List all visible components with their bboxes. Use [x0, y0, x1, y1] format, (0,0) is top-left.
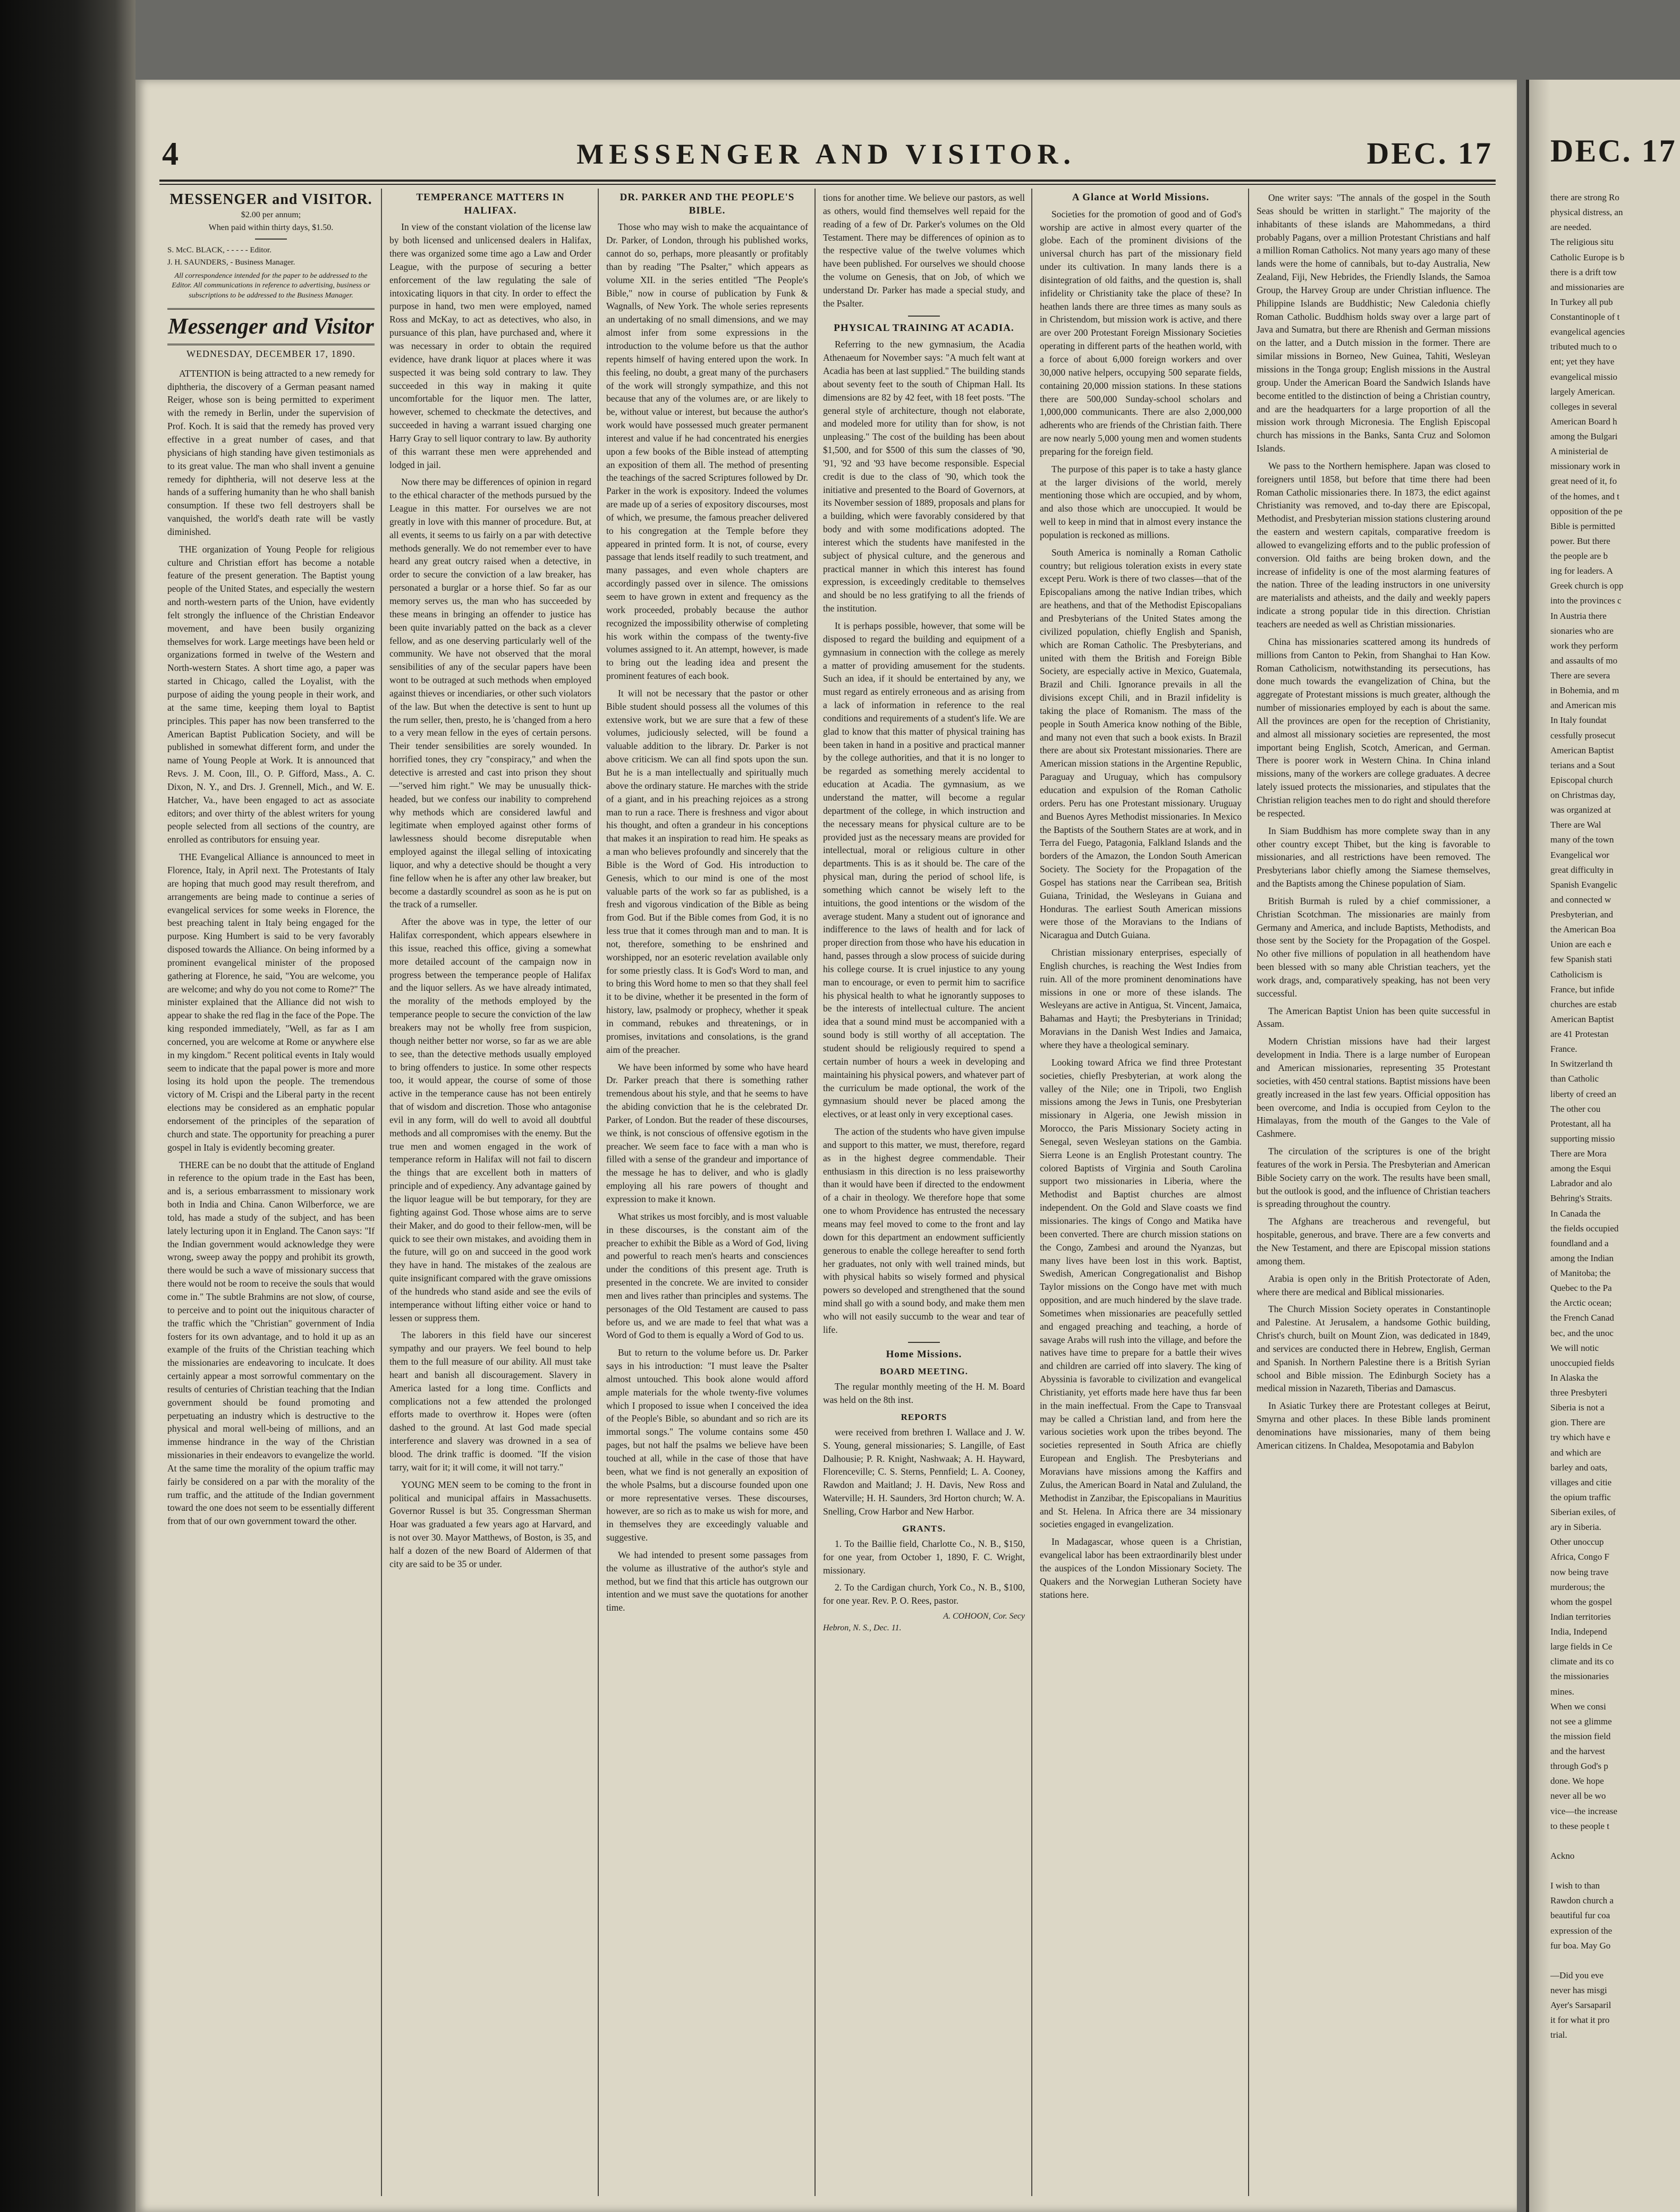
paragraph: Societies for the promotion of good and of God's worship are active in almost every quarter of the globe. Each of the prominent divisions of the universal church has part of the missionary field under its cultivation. In many lands there is a disintegration of old faiths, and the question is, shall infidelity or Christianity take the place of these? In heathen lands there are three times as many souls as in Christendom, but mission work is active, and there are over 200 Protestant Foreign Missionary Societies operating in different parts of the heathen world, with a force of about 6,000 foreign workers and over 30,000 native helpers, occupying 500 separate fields, containing 20,000 mission stations. In these stations there are 500,000 Sunday-school scholars and 1,000,000 communicants. There are also 2,000,000 adherents who are friends of the Christian faith. There are now nearly 5,000 young men and women students preparing for the foreign field.: [1040, 208, 1242, 457]
facing-page-line: There are severa: [1550, 670, 1610, 680]
facing-page-line: the American Boa: [1550, 924, 1616, 935]
facing-page-line: done. We hope: [1550, 1776, 1604, 1786]
editor-line: S. McC. BLACK, - - - - - Editor.: [167, 246, 271, 255]
facing-page-line: bec, and the unoc: [1550, 1328, 1614, 1338]
facing-page-line: American Baptist: [1550, 745, 1614, 755]
facing-page-line: great difficulty in: [1550, 864, 1614, 875]
paragraph: The Church Mission Society operates in Constantinople and Palestine. At Jerusalem, a handsome Gothic building, Christ's church, built on Mount Zion, was dedicated in 1849, and services are conducted there in Hebrew, English, German and Spanish. In Northern Palestine there is a British Syrian school and Bible mission. The Edinburgh Society has a medical mission in Nazareth, Tiberias and Damascus.: [1257, 1304, 1490, 1394]
facing-page-line: Behring's Straits.: [1550, 1193, 1613, 1204]
facing-page-line: The religious situ: [1550, 237, 1614, 248]
article-heading: DR. PARKER AND THE PEOPLE'S BIBLE.: [620, 192, 795, 216]
paragraph: The circulation of the scriptures is one of the bright features of the work in Persia. The Presbyterian and American Bible Society carry on the work. The results have been small, but the outlook is good, and the influence of Christian teachers is spreading throughout the country.: [1257, 1146, 1490, 1210]
column-divider: [814, 189, 816, 2196]
facing-page-line: cessfully prosecut: [1550, 730, 1616, 741]
facing-page-line: Evangelical wor: [1550, 849, 1609, 860]
facing-page-line: [1550, 1865, 1680, 1877]
page-fold-shadow: [1529, 80, 1550, 2212]
facing-page-line: the Arctic ocean;: [1550, 1298, 1612, 1308]
facing-page-line: In Switzerland th: [1550, 1059, 1613, 1069]
article-heading: PHYSICAL TRAINING AT ACADIA.: [834, 322, 1014, 334]
facing-page-line: great need of it, fo: [1550, 476, 1617, 487]
facing-page-line: Greek church is opp: [1550, 581, 1624, 591]
paper-title: MESSENGER AND VISITOR.: [576, 138, 1076, 170]
column-3: [606, 191, 808, 2196]
paragraph: The action of the students who have given impulse and support to this matter, we must, therefore, regard as in the highest degree commendable. Their enthusiasm in this direction is no less praiseworthy than it would have been if directed to the endowment of a chair in theology. We therefore hope that some one to whom Providence has entrusted the necessary means may feel moved to come to the front and lay down for this department an endowment sufficiently generous to enable the college hereafter to send forth her graduates, not only with well trained minds, but with physical habits so wisely formed and physical powers so developed and strengthened that the sound mind shall go with a sound body, and make them men who will not easily succumb to the wear and tear of life.: [823, 1126, 1025, 1335]
facing-page-line: Rawdon church a: [1550, 1895, 1614, 1906]
manager-line: J. H. SAUNDERS, - Business Manager.: [167, 258, 295, 267]
paragraph: Looking toward Africa we find three Protestant societies, chiefly Presbyterian, at work along the valley of the Nile; one in Tripoli, two English missions among the Jews in Tunis, one Presbyterian missionary in Algeria, one Jewish mission in Morocco, the Paris Missionary Society acting in Senegal, seven Wesleyan stations on the Gambia. Sierra Leone is an English Protestant country. The colored Baptists of Virginia and South Carolina support two missionaries in Liberia, where the Methodist and Baptist churches are almost independent. On the Gold and Slave coasts we find missionaries. The kings of Congo and Matika have been converted. There are church mission stations on the Congo, Zambesi and around the Nyanzas, but many lives have been lost in this work. Baptist, Swedish, American Congregationalist and Bishop Taylor missions on the Congo have met with much opposition, and are much hindered by the slave trade. Sometimes when missionaries are peacefully settled and engaged preaching and teaching, a horde of savage Arabs will rush into the village, and before the natives have time to prepare for a battle their wives and children are carried off into slavery. The king of Abyssinia is favorable to civilization and evangelical Christianity, yet efforts made here have thus far been in the main ineffectual. From the Cape to Transvaal may be called a Christian land, and from here the various societies work upon the tribes beyond. The societies represented in South Africa are chiefly European and English. The Presbyterians and Moravians have missions among the Kaffirs and Zulus, the American Board in Natal and Zululand, the Methodist in Zanzibar, the Episcopalians in Mauritius and St. Helena. In Africa there are 34 missionary societies engaged in evangelization.: [1040, 1057, 1242, 1530]
facing-page-line: evangelical agencies: [1550, 327, 1625, 337]
facing-page-line: There are Wal: [1550, 820, 1601, 830]
facing-page-line: trial.: [1550, 2030, 1567, 2040]
facing-page-line: the missionaries: [1550, 1671, 1609, 1682]
facing-page-line: liberty of creed an: [1550, 1088, 1617, 1099]
paragraph: We pass to the Northern hemisphere. Japan was closed to foreigners until 1858, but before that time there had been Roman Catholic missionaries there. In 1873, the edict against Christianity was removed, and to-day there are Episcopal, Methodist, and Presbyterian mission stations clustering around the eastern and western capitals, comparative freedom is allowed to evangelizing efforts and to the public profession of conversion. Old faiths are being broken down, and the increase of infidelity is one of the most alarming features of the nation. Three of the leading instructors in one university are materialists and atheists, and the daily and weekly papers indicate a strong popular tide in this direction. Christian teachers are needed as well as Christian missionaries.: [1257, 460, 1490, 629]
paragraph: It will not be necessary that the pastor or other Bible student should possess all the volumes of this extensive work, but we are sure that a few of these volumes, judiciously selected, will be found a valuable addition to the library. Dr. Parker is not above criticism. We can all find spots upon the sun. But he is a man intellectually and spiritually much above the ordinary stature. He marches with the stride of a giant, and in his preaching rejoices as a strong man to run a race. There is freshness and vigor about his thought, and often a grandeur in his conceptions that makes it an inspiration to read him. He speaks as a man who believes profoundly and sincerely that the Bible is the Word of God. His introduction to Genesis, which to our mind is one of the most valuable parts of the work so far as published, is a fresh and vigorous vindication of the Bible as being from God. But if the Bible comes from God, it is no less true that it comes through man and to man. It is not, therefore, something to be enshrined and worshipped, nor an esoteric revelation available only for some priestly class. It is God's Word to man, and to bring this Word home to men so that they shall feel it to be divine, whether it be presented in the form of history, law, psalmody or prophecy, whether it speak in command, rebukes and threatenings, or in promises, invitations and consolations, is the grand aim of the preacher.: [606, 687, 808, 1055]
facing-page-line: the opium traffic: [1550, 1492, 1611, 1502]
column-4: [823, 191, 1025, 2196]
paragraph: After the above was in type, the letter of our Halifax correspondent, which appears elsewhere in this issue, reached this office, giving a somewhat more detailed account of the campaign now in progress between the temperance people of Halifax and the liquor sellers. As we have already intimated, the morality of the methods employed by the temperance people to secure the conviction of the law breakers may not be wholly free from suspicion, though neither better nor worse, so far as we are able to see, than the detective methods usually employed to bring offenders to justice. In some other respects too, it would appear, the course of some of those active in the temperance cause has not been entirely that of wisdom and discretion. Those who antagonise evil in any form, will do well to avoid all doubtful methods and all compromises with the enemy. But the true men and women engaged in the work of temperance reform in Halifax will not fail to discern the things that are excellent both in matters of principle and of expediency. Any advantage gained by the liquor league will be but temporary, for they are fighting against God. Those whose aims are to serve their Maker, and do good to their fellow-men, will be quick to see their own mistakes, and avoiding them in the future, will go on and succeed in the good work they have in hand. The mistakes of the zealous are quite insignificant compared with the grave omissions of the hundreds who stand aside and see the evils of intemperance without lifting either voice or hand to lessen or suppress them.: [389, 916, 591, 1323]
masthead-box-title: MESSENGER and VISITOR.: [169, 191, 372, 208]
paragraph: Referring to the new gymnasium, the Acadia Athenaeum for November says: "A much felt want at Acadia has been at last supplied." The building stands about seventy feet to the south of Chipman Hall. Its dimensions are 82 by 42 feet, with 18 feet posts. "The general style of architecture, though not elaborate, and modeled more for utility than for show, is not unpleasing." The cost of the building has been about $1,500, and for $500 of this sum the classes of '90, '91, '92 and '93 have become responsible. Especial credit is due to the class of '90, which took the initiative and presented to the Board of Governors, at its November session of 1889, proposals and plans for a building, which were favorably considered by that body and with some modifications adopted. The interest which the students have manifested in the subject of physical culture, and the generous and practical manner in which this interest has found expression, is exceedingly creditable to themselves and should be no less gratifying to all the friends of the institution.: [823, 339, 1025, 614]
facing-page-line: try which have e: [1550, 1432, 1610, 1443]
facing-page-line: expression of the: [1550, 1925, 1613, 1936]
paragraph: One writer says: "The annals of the gospel in the South Seas should be written in starlight." The majority of the inhabitants of these islands are Mahommedans, a third probably Pagans, over a million Protestant Christians and half a million Roman Catholics. Not many years ago many of these lands were the home of cannibals, but to-day Australia, New Zealand, Fiji, New Hebrides, the Friendly Islands, the Samoa Group, the Harvey Group are under Christian influence. The Philippine Islands are Buddhistic; New Caledonia chiefly Roman Catholic. Buddhism holds sway over a large part of Java and Sumatra, but there are Rhenish and German missions on the latter, and a Dutch mission in the former. There are similar missions in Borneo, New Guinea, Tahiti, Wesleyan missions in the Tonga group; English missions in the Austral group. Under the American Board the Sandwich Islands have become entitled to the distinction of being a Christian country, and are the headquarters for a large proportion of all the mission work through Micronesia. The English Episcopal church has missions in the Banks, Santa Cruz and Solomon Islands.: [1257, 192, 1490, 454]
divider: [255, 239, 287, 240]
subheading: GRANTS.: [902, 1523, 946, 1534]
facing-page-line: never has misgi: [1550, 1985, 1607, 1995]
facing-page-line: Constantinople of t: [1550, 312, 1620, 322]
facing-page-line: climate and its co: [1550, 1656, 1614, 1667]
facing-page-line: there is a drift tow: [1550, 267, 1617, 277]
paragraph: China has missionaries scattered among its hundreds of millions from Canton to Pekin, from Shanghai to Han Kow. Roman Catholicism, notwithstanding its persecutions, has done much towards the evangelization of China, but the aggregate of Protestant missions is much greater, although the number of missionaries employed by each is about the same. All the provinces are open for the reception of Christianity, and almost all missionary societies are represented, the most important being English, Scotch, American, and German. There is poorer work in Western China. In China inland missions, many of the workers are college graduates. A decree lately issued protects the missionaries, and stipulates that the Christian religion teaches men to do right and should therefore be respected.: [1257, 636, 1490, 819]
page-number: 4: [162, 136, 179, 172]
facing-page-line: barley and oats,: [1550, 1462, 1608, 1473]
column-divider: [598, 189, 599, 2196]
facing-page-line: and American mis: [1550, 700, 1616, 711]
facing-page-line: the fields occupied: [1550, 1223, 1619, 1233]
facing-page-line: ary in Siberia.: [1550, 1522, 1601, 1533]
paragraph: Now there may be differences of opinion in regard to the ethical character of the methods pursued by the League in this matter. For ourselves we are not greatly in love with this manner of procedure. But, at all events, it seems to us fairly on a par with detective methods generally. We do not remember ever to have heard any great outcry raised when a detective, in order to secure the conviction of a law breaker, has personated a burglar or a horse thief. So far as our memory serves us, the man who has succeeded by these means in bringing an offender to justice has been quite invariably patted on the back as a clever fellow, and as one deserving particularly well of the community. We have not observed that the moral sensibilities of any of the secular papers have been wont to be outraged at such methods when employed against thieves or incendiaries, or other such violators of the law. But when the detective is sent to hunt up the rum seller, then, presto, he is 'changed from a hero to a very mean fellow in the eyes of certain persons. Their tender sensibilities are sorely wounded. In horrified tones, they cry "conspiracy," and when the detective is arrested and cast into prison they shout—"served him right." We may be unusually thick-headed, but we confess our inability to comprehend why methods which are considered lawful and legitimate when employed against other forms of lawlessness should become disreputable when employed against the illegal selling of intoxicating liquor, and why a detective should be thought a very fine fellow when he is after any other law breaker, but become a dastardly scoundrel as soon as he is put on the track of a rumseller.: [389, 477, 591, 910]
paragraph: 1. To the Baillie field, Charlotte Co., N. B., $150, for one year, from October 1, 1890, F. C. Wright, missionary.: [823, 1538, 1025, 1576]
facing-page-line: The other cou: [1550, 1103, 1601, 1114]
paragraph: But to return to the volume before us. Dr. Parker says in his introduction: "I must leave the Psalter almost untouched. This book alone would afford ample materials for the whole twenty-five volumes which I proposed to issue when I conceived the idea of the People's Bible, so abundant and so rich are its immortal songs." The volume contains some 450 pages, but not half the psalms we believe have been touched at all, while in the case of those that have been, what we find is not generally an exposition of the whole Psalms, but a discourse founded upon one or more representative verses. These discourses, however, are so rich as to make us wish for more, and in themselves they are exceedingly valuable and suggestive.: [606, 1347, 808, 1543]
subheading: REPORTS: [901, 1411, 947, 1422]
messenger-visitor-logo: Messenger and Visitor: [167, 308, 375, 345]
facing-page-line: missionary work in: [1550, 461, 1620, 472]
facing-page-line: terians and a Sout: [1550, 760, 1615, 770]
facing-page-line: of Manitoba; the: [1550, 1268, 1611, 1278]
paragraph: were received from brethren I. Wallace and J. W. S. Young, general missionaries; S. Langille, of East Dalhousie; P. R. Knight, Nashwaak; A. H. Hayward, Florenceville; C. S. Sterns, Pennfield; L. A. Cooney, Rawdon and Maitland; J. H. Davis, New Ross and Waterville; H. H. Saunders, 3rd Horton church; W. A. Snelling, Crow Harbor and New Harbor.: [823, 1426, 1025, 1517]
book-binding: [0, 0, 135, 2212]
facing-page-column: [1550, 191, 1680, 2044]
subscription-note: When paid within thirty days, $1.50.: [208, 223, 334, 232]
correspondence-note: All correspondence intended for the paper to be addressed to the Editor. All communications in reference to advertising, business or subscriptions to be addressed to the Business Manager.: [172, 272, 370, 300]
facing-page-line: [1550, 1954, 1680, 1967]
facing-page-line: into the provinces c: [1550, 595, 1622, 606]
facing-page-line: Catholicism is: [1550, 969, 1602, 980]
facing-page-line: sionaries who are: [1550, 625, 1614, 636]
facing-page-line: among the Bulgari: [1550, 431, 1618, 441]
paragraph: The purpose of this paper is to take a hasty glance at the larger divisions of the world, merely mentioning those which are occupied, and by whom, and also those which are unoccupied. It would be well to keep in mind that in almost every instance the population is reckoned as millions.: [1040, 463, 1242, 540]
facing-page-line: Labrador and alo: [1550, 1178, 1613, 1189]
facing-page-line: three Presbyteri: [1550, 1388, 1608, 1398]
article-heading: A Glance at World Missions.: [1072, 192, 1210, 203]
facing-page-line: not see a glimme: [1550, 1716, 1612, 1726]
signature-place: Hebron, N. S., Dec. 11.: [823, 1623, 902, 1633]
facing-page-line: the people are b: [1550, 551, 1608, 561]
facing-page-line: it for what it pro: [1550, 2015, 1610, 2026]
facing-page-line: ing for leaders. A: [1550, 566, 1614, 576]
facing-page-line: work they perform: [1550, 640, 1618, 651]
facing-page-line: Siberian exiles, of: [1550, 1507, 1616, 1517]
facing-page-line: Union are each e: [1550, 939, 1611, 950]
divider: [908, 316, 940, 317]
facing-page-line: Ayer's Sarsaparil: [1550, 2000, 1611, 2011]
paragraph: The Afghans are treacherous and revengeful, but hospitable, generous, and brave. There are a few converts and the New Testament, and there are Episcopal mission stations among them.: [1257, 1216, 1490, 1266]
paragraph: ATTENTION is being attracted to a new remedy for diphtheria, the discovery of a German peasant named Reiger, whose son is being permitted to experiment with the remedy in Berlin, under the supervision of Prof. Koch. It is said that the remedy has proved very effective in a great number of cases, and that physicians of high standing have given testimonials as to its great value. The man who shall invent a genuine remedy for diphtheria, will not deserve less at the hands of a suffering humanity than he who shall banish consumption. If these two fell destroyers shall be vanquished, the world's death rate will be vastly diminished.: [167, 368, 375, 537]
column-6: [1257, 191, 1490, 2196]
column-divider: [1248, 189, 1249, 2196]
facing-page-line: evangelical missio: [1550, 371, 1618, 382]
divider: [908, 1342, 940, 1343]
paragraph: 2. To the Cardigan church, York Co., N. B., $100, for one year. Rev. P. O. Rees, pastor.: [823, 1582, 1025, 1606]
facing-page-line: [1550, 1835, 1680, 1848]
paragraph: THERE can be no doubt that the attitude of England in reference to the opium trade in the East has been, and is, a serious embarrassment to missionary work both in India and China. Canon Wilberforce, we are told, has made a study of the subject, and has been lately lecturing upon it in England. The Canon says: "If the Indian government would acknowledge they were wrong, sweep away the poppy and prohibit its growth, there would be such a wave of missionary success that there would not be room to receive the souls that would come in." The subtle Brahmins are not slow, of course, to perceive and to point out the iniquitous character of the traffic which the "Christian" government of India fosters for its own advantage, and to hold it up as an example of the fruits of the Christian teaching which the missionaries are endeavoring to inculcate. It does certainly appear a most sorrowful commentary on the results of centuries of Christian teaching that the Indian government should be found promoting and perpetuating an industry which is destructive to the physical and moral well-being of millions, and an immense hindrance in the way of the Christian missionaries in their endeavors to evangelize the world. At the same time the morality of the opium traffic may fairly be considered on a par with the morality of the rum traffic, and the attitude of the Indian government toward the one does not seem to be essentially different from that of our own government toward the other.: [167, 1159, 375, 1527]
facing-page-line: through God's p: [1550, 1761, 1608, 1772]
facing-page-line: beautiful fur coa: [1550, 1910, 1610, 1921]
facing-page-line: and which are: [1550, 1447, 1601, 1458]
facing-page-line: and assaults of mo: [1550, 655, 1618, 666]
paragraph: British Burmah is ruled by a chief commissioner, a Christian Scotchman. The missionaries are mainly from Germany and America, and include Baptists, Methodists, and those sent by the Society for the Propagation of the Gospel. No other five millions of population in all heathendom have been blessed with so many able Christian teachers, yet the work drags, and, comparatively speaking, has not been very successful.: [1257, 895, 1490, 999]
facing-page-line: Catholic Europe is b: [1550, 252, 1625, 262]
newspaper-page: [135, 80, 1517, 2212]
column-2: [389, 191, 591, 2196]
facing-page-line: A ministerial de: [1550, 446, 1608, 457]
facing-page-line: are needed.: [1550, 222, 1592, 233]
facing-page-line: in Bohemia, and m: [1550, 685, 1619, 696]
facing-page-line: Siberia is not a: [1550, 1402, 1605, 1413]
paragraph: What strikes us most forcibly, and is most valuable in these discourses, is the constant aim of the preacher to exhibit the Bible as a Word of God, living and powerful to reach men's hearts and consciences under the conditions of this present age. Truth is presented in the concrete. We are invited to consider men and lives rather than principles and systems. The personages of the Old Testament are caused to pass before us, and we are made to feel that what was a Word of God to them is equally a Word of God to us.: [606, 1211, 808, 1341]
facing-page-line: In Turkey all pub: [1550, 296, 1613, 307]
facing-page-line: Other unoccup: [1550, 1537, 1604, 1547]
paragraph: In Siam Buddhism has more complete sway than in any other country except Thibet, but the king is favorable to missionaries, and all restrictions have been removed. The Presbyterians labor chiefly among the Siamese themselves, and the Baptists among the Chinese population of Siam.: [1257, 825, 1490, 889]
paragraph: It is perhaps possible, however, that some will be disposed to regard the building and equipment of a gymnasium in connection with the college as merely a matter of providing amusement for the students. Such an idea, if it should be entertained by any, we must regard as entirely erroneous and as arising from a lack of information in reference to the real conditions and requirements of a student's life. We are glad to know that this matter of physical training has been taken in hand in a positive and practical manner by the college authorities, and that it is no longer to be regarded as something merely accidental to education at Acadia. The gymnasium, as we understand the matter, will become a regular department of the college, in which instruction and the necessary means for physical culture are to be provided just as the necessary means are provided for intellectual, moral or religious culture in other departments. This is as it should be. The care of the physical man, during the period of school life, is something which cannot be wisely left to the intuitions, the good intentions or the wisdom of the average student. Many a student out of ignorance and indifference to the laws of health and for lack of proper direction from those who have his education in hand, passes through a slow process of suicide during his college course. It is cruel injustice to any young man to encourage, or even to permit him to sacrifice his physical health to what he ignorantly supposes to be the interests of intellectual culture. The ancient idea that a sound mind must be accompanied with a sound body is still worthy of all acceptation. The student should be religiously required to spend a certain number of hours a week in developing and maintaining his physical powers, and whatever part of the curriculum be made optional, the work of the gymnasium should never be placed among the electives, or at least only in very exceptional cases.: [823, 620, 1025, 1120]
facing-page-line: There are Mora: [1550, 1148, 1607, 1159]
facing-page-line: In Italy foundat: [1550, 715, 1607, 726]
facing-page-line: the mission field: [1550, 1731, 1611, 1741]
facing-page-line: In Alaska the: [1550, 1372, 1598, 1383]
paragraph: The regular monthly meeting of the H. M. Board was held on the 8th inst.: [823, 1381, 1025, 1406]
paragraph: YOUNG MEN seem to be coming to the front in political and municipal affairs in Massachusetts. Governor Russel is but 35. Congressman Sherman Hoar was graduated a few years ago at Harvard, and is not over 30. Mayor Matthews, of Boston, is 35, and half a dozen of the new Board of Aldermen of that city are said to be 35 or under.: [389, 1479, 591, 1569]
facing-page-line: whom the gospel: [1550, 1596, 1613, 1607]
facing-page-line: India, Independ: [1550, 1627, 1607, 1637]
paragraph: We had intended to present some passages from the volume as illustrative of the author's style and method, but we find that this article has outgrown our intention and we must save the quotations for another time.: [606, 1549, 808, 1613]
subheading: BOARD MEETING.: [879, 1366, 969, 1377]
facing-page-line: now being trave: [1550, 1567, 1609, 1577]
facing-page-line: —Did you eve: [1550, 1970, 1604, 1980]
signature: A. COHOON, Cor. Secy: [943, 1612, 1025, 1621]
facing-page-line: colleges in several: [1550, 401, 1617, 412]
dateline: WEDNESDAY, DECEMBER 17, 1890.: [186, 348, 356, 359]
facing-page-line: churches are estab: [1550, 999, 1617, 1009]
facing-page-line: and missionaries are: [1550, 282, 1624, 292]
facing-page-line: We will notic: [1550, 1342, 1599, 1353]
subscription-price: $2.00 per annum;: [241, 210, 301, 219]
facing-page-line: When we consi: [1550, 1701, 1606, 1712]
facing-page-line: Africa, Congo F: [1550, 1552, 1609, 1562]
article-heading: TEMPERANCE MATTERS IN HALIFAX.: [416, 192, 565, 216]
paragraph: The laborers in this field have our sincerest sympathy and our prayers. We feel bound to help them to the full measure of our ability. All must take heart and banish all discouragement. Slavery in America lasted for a long time. Conflicts and complications not a few attended the prolonged efforts made to overthrow it. Hopes were (often dashed to the ground. At last God made special interference and slavery was drowned in a sea of blood. The drink traffic is doomed. "If the vision tarry, wait for it; it will come, it will not tarry.": [389, 1330, 591, 1473]
facing-page-line: large fields in Ce: [1550, 1641, 1613, 1652]
paragraph: tions for another time. We believe our pastors, as well as others, would find themselves well repaid for the reading of a few of Dr. Parker's volumes on the Old Testament. There may be differences of opinion as to the respective value of the twelve volumes which have been published. For ourselves we should choose the volume on Genesis, that on Job, of which we understand Dr. Parker has made a special study, and the Psalter.: [823, 192, 1025, 309]
facing-page-line: on Christmas day,: [1550, 790, 1616, 800]
facing-page-line: was organized at: [1550, 805, 1611, 815]
paragraph: In Madagascar, whose queen is a Christian, evangelical labor has been extraordinarily blest under the auspices of the London Missionary Society. The Quakers and the Norwegian Lutheran Society have stations here.: [1040, 1536, 1242, 1600]
facing-page-line: France.: [1550, 1044, 1577, 1054]
paragraph: Arabia is open only in the British Protectorate of Aden, where there are medical and Biblical missionaries.: [1257, 1273, 1490, 1297]
masthead: [135, 135, 1517, 174]
paragraph: THE Evangelical Alliance is announced to meet in Florence, Italy, in April next. The Protestants of Italy are hoping that much good may result therefrom, and arrangements are being made to continue a series of evangelical services for some weeks in Florence, the best preaching talent in Italy being engaged for the purpose. King Humbert is said to be very favorably disposed towards the Alliance. On being informed by a prominent evangelical minister of the proposed gathering at Florence, he said, "You are welcome, you are welcome; and why do you not come to Rome?" The minister explained that the Alliance did not wish to appear to shake the red flag in the face of the Pope. The king responded immediately, "Well, as far as I am concerned, you are welcome at Rome or anywhere else in my kingdom." Recent political events in Italy would seem to indicate that the papal power is more and more losing its hold upon the people. The tremendous victory of M. Crispi and the Liberal party in the recent elections may be considered as an emphatic popular endorsement of the principles of the separation of church and state. The opportunity for preaching a purer gospel in Italy is evidently becoming greater.: [167, 852, 375, 1153]
facing-page-line: and connected w: [1550, 894, 1611, 905]
facing-page-line: to these people t: [1550, 1820, 1609, 1831]
facing-page-line: Protestant, all ha: [1550, 1118, 1611, 1129]
article-heading: Home Missions.: [886, 1348, 962, 1360]
facing-page-line: Episcopal church: [1550, 775, 1613, 785]
facing-page-line: of the homes, and t: [1550, 491, 1619, 501]
column-divider: [381, 189, 382, 2196]
paragraph: Those who may wish to make the acquaintance of Dr. Parker, of London, through his published works, cannot do so, perhaps, more pleasantly or profitably than by reading "The Psalter," which appears as volume XII. in the series entitled "The People's Bible," now in course of publication by Funk & Wagnalls, of New York. The whole series represents an undertaking of no small dimensions, and we may almost infer from some expressions in the introduction to the volume before us that the author repents himself of having entered upon the work. In this feeling, no doubt, a great many of the purchasers of the work will strongly sympathize, and this not because that any of the volumes are, or are likely to be, without value or interest, but because the author's work would have possessed much greater permanent interest and value if he had concentrated his energies upon a few books of the Bible instead of attempting an exposition of them all. The method of presenting the teachings of the sacred Scriptures followed by Dr. Parker in the work is expository. Indeed the volumes are made up of a series of expository discourses, most of which, we presume, the famous preacher delivered to his congregation at the Temple before they appeared in printed form. It is not, of course, every passage that lends itself readily to such treatment, and many passages, and even whole chapters are accordingly passed over in silence. The omissions seem to have grown in extent and frequency as the work proceeded, probably because the author recognized the impossibility otherwise of completing his work within the compass of the twenty-five volumes assigned to it. An attempt, however, is made to bring out the leading idea and present the prominent features of each book.: [606, 222, 808, 682]
issue-date: DEC. 17: [1367, 136, 1493, 171]
facing-page-line: fur boa. May Go: [1550, 1940, 1611, 1951]
paragraph: The American Baptist Union has been quite successful in Assam.: [1257, 1005, 1490, 1030]
facing-page-line: unoccupied fields: [1550, 1357, 1615, 1368]
facing-page-line: are 41 Protestan: [1550, 1029, 1609, 1039]
facing-page-line: Quebec to the Pa: [1550, 1283, 1612, 1294]
facing-page-line: ent; yet they have: [1550, 356, 1615, 367]
facing-page-line: Spanish Evangelic: [1550, 879, 1618, 890]
masthead-rule: [159, 180, 1496, 185]
column-5: [1040, 191, 1242, 2196]
facing-page-line: gion. There are: [1550, 1417, 1606, 1428]
facing-page-date: DEC. 17: [1550, 133, 1677, 168]
facing-page-line: there are strong Ro: [1550, 192, 1619, 202]
facing-page-line: supporting missio: [1550, 1133, 1615, 1144]
paragraph: In Asiatic Turkey there are Protestant colleges at Beirut, Smyrna and other places. In these Bible lands prominent denominations have missionaries, many of them being American citizens. In Chaldea, Mesopotamia and Babylon: [1257, 1400, 1490, 1451]
paragraph: South America is nominally a Roman Catholic country; but religious toleration exists in every state except Peru. Work is there of two classes—that of the Episcopalians among the native Indian tribes, which are heathens, and that of the Methodist Episcopalians and Presbyterians of the United States among the civilized population, chiefly English and Spanish, which are Roman Catholic. The Presbyterians, and united with them the British and Foreign Bible Society, are especially active in Mexico, Guatemala, Brazil and Chili. Ignorance prevails in all the divisions except Chili, and in Brazil infidelity is taking the place of Romanism. The mass of the people in South America know nothing of the Bible, and many not even that such a book exists. In Brazil there are about six Protestant missionaries. There are American mission stations in the Argentine Republic, Paraguay and Uruguay, which has compulsory education and expulsion of the Roman Catholic orders. Peru has one Protestant missionary. Uruguay and Buenos Ayres Methodist missionaries. In Mexico the Baptists of the Southern States are at work, and in Terra del Fuego, Patagonia, Falkland Islands and the borders of the Amazon, the London South American Society. The Society for the Propagation of the Gospel has stations near the Carribean sea, British Guiana, Trinidad, the Wesleyans in Guiana and Honduras. The earliest South American missions were those of the Moravians to the Indians of Nicaragua and Dutch Guiana.: [1040, 547, 1242, 941]
facing-page-line: never all be wo: [1550, 1791, 1606, 1801]
facing-page-line: tributed much to o: [1550, 342, 1617, 352]
facing-page-line: and the harvest: [1550, 1746, 1605, 1756]
facing-page-line: mines.: [1550, 1686, 1574, 1697]
facing-page-line: murderous; the: [1550, 1581, 1605, 1592]
facing-page-line: physical distress, an: [1550, 207, 1623, 218]
facing-page-line: than Catholic: [1550, 1074, 1599, 1084]
paragraph: THE organization of Young People for religious culture and Christian effort has become a notable feature of the present generation. The Baptist young people of the United States, and especially the western and north-western parts of the Union, have evidently felt strongly the influence of the Christian Endeavor movement, and have been busily organizing themselves for work. Large meetings have been held or organizations formed in twelve of the Western and North-western States. A short time ago, a paper was started in Chicago, called the Loyalist, with the purpose of aiding the young people in their work, and at the same time, keeping them loyal to Baptist principles. This paper has now been transferred to the American Baptist Publication Society, and will be published in somewhat different form, and under the name of Young People at Work. It is announced that Revs. J. M. Coon, Ill., O. P. Gifford, Mass., A. C. Dixon, N. Y., and Drs. J. Grennell, Mich., and W. E. Hatcher, Va., have been engaged to act as associate editors; and over thirty of the ablest writers for young people selected from all sections of the country, are enrolled as contributors for ensuing year.: [167, 543, 375, 845]
facing-page-line: few Spanish stati: [1550, 954, 1613, 965]
paragraph: In view of the constant violation of the license law by both licensed and unlicensed dealers in Halifax, there was organized some time ago a Law and Order League, with the purpose of securing a better enforcement of the law regulating the sale of intoxicating liquors in that city. In order to effect the purpose in hand, two men were employed, named Ross and McKay, to act as detectives, who also, in pursuance of this plan, have purchased and, where it was necessary in order to obtain the required evidence, have drank liquor at places where it was suspected it was being sold contrary to law. They succeeded in this way in making it quite uncomfortable for the liquor men. The latter, however, schemed to checkmate the detectives, and succeeded in having a warrant issued charging one Harry Gray to sell liquor contrary to law. By authority of this warrant these men were apprehended and lodged in jail.: [389, 222, 591, 470]
column-1: [167, 191, 375, 2196]
facing-page-line: among the Indian: [1550, 1253, 1614, 1263]
facing-page-line: Bible is permitted: [1550, 521, 1615, 531]
facing-page-line: I wish to than: [1550, 1881, 1600, 1891]
paragraph: We have been informed by some who have heard Dr. Parker preach that there is something rather tremendous about his style, and that he seems to have the abiding conviction that he is the celebrated Dr. Parker, of London. But the reader of these discourses, we think, is not conscious of offensive egotism in the preacher. We seem face to face with a man who is filled with a sense of the grandeur and importance of the message he has to deliver, and who is gladly employing all his rare powers of thought and expression to make it known.: [606, 1061, 808, 1204]
facing-page-line: power. But there: [1550, 535, 1610, 546]
facing-page-line: opposition of the pe: [1550, 506, 1623, 516]
facing-page-line: Presbyterian, and: [1550, 909, 1614, 920]
facing-page-line: Indian territories: [1550, 1611, 1611, 1622]
facing-page-line: American Board h: [1550, 416, 1617, 427]
column-divider: [1031, 189, 1032, 2196]
facing-page-line: villages and citie: [1550, 1477, 1612, 1487]
facing-page-edge: [1526, 80, 1680, 2212]
facing-page-line: In Austria there: [1550, 610, 1607, 621]
facing-page-line: among the Esqui: [1550, 1163, 1611, 1174]
facing-page-line: In Canada the: [1550, 1208, 1601, 1219]
facing-page-line: Ackno: [1550, 1850, 1575, 1861]
facing-page-line: the French Canad: [1550, 1313, 1614, 1323]
facing-page-line: American Baptist: [1550, 1014, 1614, 1024]
facing-page-line: many of the town: [1550, 835, 1614, 845]
facing-page-line: foundland and a: [1550, 1238, 1609, 1248]
facing-page-line: vice—the increase: [1550, 1806, 1618, 1816]
facing-page-line: France, but infide: [1550, 984, 1615, 994]
paragraph: Christian missionary enterprises, especially of English churches, is reaching the West Indies from ruin. All of the more prominent denominations have missions in one or more of these islands. The Wesleyans are active in Antigua, St. Vincent, Jamaica, Bahamas and Hayti; the Presbyterians in Trinidad; Moravians in the Danish West Indies and Jamaica, where they have a theological seminary.: [1040, 947, 1242, 1050]
paragraph: Modern Christian missions have had their largest development in India. There is a large number of European and American missionaries, representing 35 Protestant societies, with 450 central stations. Baptist missions have been greatly increased in the last few years. Official opposition has been overcome, and India is occupied from Ceylon to the Himalayas, from the mouth of the Ganges to the Vale of Cashmere.: [1257, 1036, 1490, 1139]
facing-page-line: largely American.: [1550, 386, 1615, 397]
